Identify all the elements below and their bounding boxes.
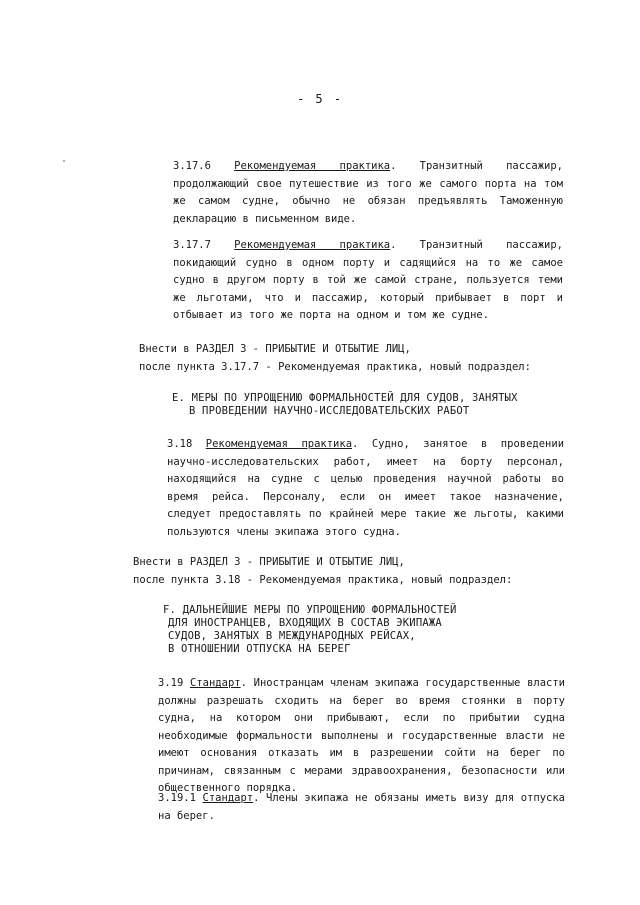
paragraph-3-17-7 <box>173 237 563 325</box>
paragraph-3-18 <box>167 436 564 541</box>
paragraph-3-19-1 <box>158 790 565 825</box>
section-e-heading <box>172 392 518 418</box>
page-number: - 5 - <box>296 92 344 106</box>
instruction-line: после пункта 3.18 - Рекомендуемая практика, новый подраздел: <box>133 574 513 586</box>
scan-speck <box>63 160 65 162</box>
paragraph-text: . Транзитный пассажир, продолжающий свое путешествие из того же самого порта на том же самом судне, обычно не обязан предъявлять Таможенную декларацию в письменном виде. <box>173 160 563 225</box>
heading-line: ДЛЯ ИНОСТРАНЦЕВ, ВХОДЯЩИХ В СОСТАВ ЭКИПАЖА <box>168 617 442 629</box>
paragraph-number: 3.17.7 <box>173 239 235 251</box>
paragraph-number: 3.19.1 <box>158 792 203 804</box>
paragraph-label: Стандарт <box>190 677 241 689</box>
instruction-line: Внести в РАЗДЕЛ 3 - ПРИБЫТИЕ И ОТБЫТИЕ ЛИЦ, <box>133 556 405 568</box>
heading-line: В ПРОВЕДЕНИИ НАУЧНО-ИССЛЕДОВАТЕЛЬСКИХ РАБОТ <box>189 405 470 417</box>
paragraph-number: 3.18 <box>167 438 206 450</box>
paragraph-3-17-6 <box>173 158 563 228</box>
paragraph-number: 3.17.6 <box>173 160 235 172</box>
heading-line: В ОТНОШЕНИИ ОТПУСКА НА БЕРЕГ <box>168 643 351 655</box>
section-f-heading <box>163 604 456 656</box>
instruction-line: после пункта 3.17.7 - Рекомендуемая практика, новый подраздел: <box>139 361 531 373</box>
paragraph-3-19 <box>158 675 565 798</box>
instruction-line: Внести в РАЗДЕЛ 3 - ПРИБЫТИЕ И ОТБЫТИЕ ЛИЦ, <box>139 343 411 355</box>
paragraph-text: . Иностранцам членам экипажа государственные власти должны разрешать сходить на берег во время стоянки в порту судна, на котором они прибывают, если по прибытии судна необходимые формальности выполнены и государственные власти не имеют основания отказать им в разрешении сойти на берег по причинам, связанным с мерами здравоохранения, безопасности или общественного порядка. <box>158 677 565 794</box>
paragraph-text: . Транзитный пассажир, покидающий судно в одном порту и садящийся на то же самое судно в другом порту в той же самой стране, пользуется теми же льготами, что и пассажир, который прибывает в порт и отбывает из того же порта на одном и том же судне. <box>173 239 563 321</box>
paragraph-label: Стандарт <box>202 792 254 804</box>
paragraph-label: Рекомендуемая практика <box>205 438 353 450</box>
paragraph-text: . Члены экипажа не обязаны иметь визу для отпуска на берег. <box>158 792 565 822</box>
instruction-2 <box>133 553 512 589</box>
instruction-1 <box>139 340 531 376</box>
paragraph-label: Рекомендуемая практика <box>234 239 391 251</box>
heading-line: F. ДАЛЬНЕЙШИЕ МЕРЫ ПО УПРОЩЕНИЮ ФОРМАЛЬНОСТЕЙ <box>163 604 457 616</box>
paragraph-number: 3.19 <box>158 677 191 689</box>
heading-line: E. МЕРЫ ПО УПРОЩЕНИЮ ФОРМАЛЬНОСТЕЙ ДЛЯ СУДОВ, ЗАНЯТЫХ <box>172 392 518 404</box>
paragraph-text: . Судно, занятое в проведении научно-исследовательских работ, имеет на борту персонал, находящийся на судне с целью проведения научной работы во время рейса. Персоналу, если он имеет такое назначение, следует предоставлять по крайней мере такие же льготы, какими пользуются члены экипажа этого судна. <box>167 438 565 538</box>
heading-line: СУДОВ, ЗАНЯТЫХ В МЕЖДУНАРОДНЫХ РЕЙСАХ, <box>168 630 416 642</box>
paragraph-label: Рекомендуемая практика <box>234 160 391 172</box>
